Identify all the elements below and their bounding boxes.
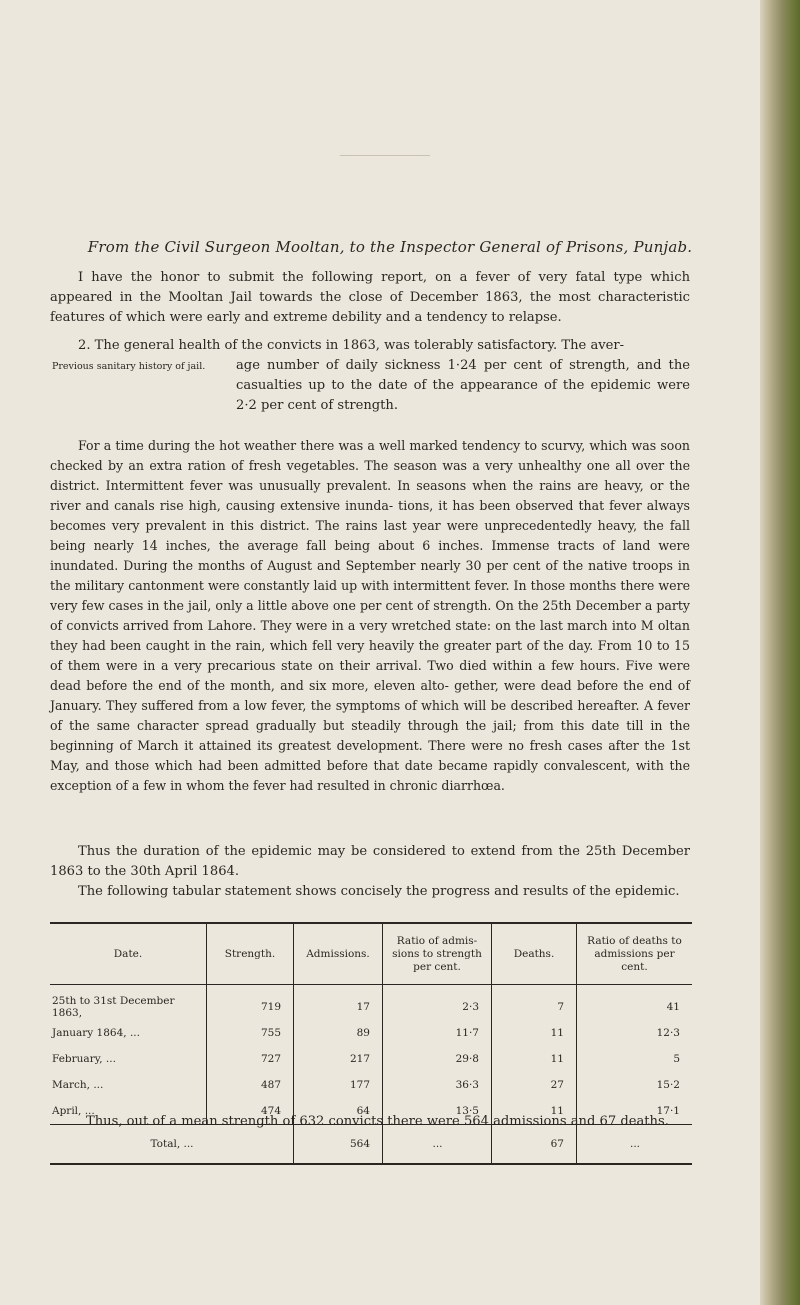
total-death-ratio: ... (577, 1125, 693, 1165)
table-header-row (50, 923, 692, 985)
cell-strength: 755 (207, 1020, 294, 1046)
paragraph-5: The following tabular statement shows concisely the progress and results of the epidemic. (78, 884, 680, 899)
cell-admissions: 89 (294, 1020, 383, 1046)
cell-deaths: 11 (492, 1020, 577, 1046)
total-admission-ratio: ... (383, 1125, 492, 1165)
header-date: Date. (50, 923, 207, 985)
header-admissions: Admissions. (294, 923, 383, 985)
letter-heading: From the Civil Surgeon Mooltan, to the Inspector General of Prisons, Punjab. (87, 238, 693, 256)
paragraph-2 (50, 336, 690, 416)
cell-deaths: 7 (492, 985, 577, 1021)
cell-death-ratio: 15·2 (577, 1072, 693, 1098)
cell-admission-ratio: 11·7 (383, 1020, 492, 1046)
cell-strength: 487 (207, 1072, 294, 1098)
cell-admission-ratio: 29·8 (383, 1046, 492, 1072)
cell-date: March, ... (52, 1079, 104, 1091)
cell-admissions: 64 (294, 1098, 383, 1125)
cell-date: 25th to 31st December 1863, (52, 995, 175, 1019)
header-death-ratio: Ratio of deaths to admissions per cent. (577, 923, 693, 985)
table-row (50, 1020, 692, 1046)
cell-admissions: 217 (294, 1046, 383, 1072)
book-binding-edge (760, 0, 800, 1305)
cell-deaths: 11 (492, 1098, 577, 1125)
closing-paragraph: Thus, out of a mean strength of 632 convicts there were 564 admissions and 67 deaths. (86, 1114, 669, 1129)
paragraph-4: Thus the duration of the epidemic may be considered to extend from the 25th December 1863 to the 30th April 1864. (50, 844, 690, 879)
cell-date: February, ... (52, 1053, 116, 1065)
cell-death-ratio: 41 (577, 985, 693, 1021)
margin-note: Previous sanitary history of jail. (52, 361, 206, 372)
cell-strength: 719 (207, 985, 294, 1021)
paragraph-2-continuation: age number of daily sickness 1·24 per cent of strength, and the casualties up to the date of the appearance of the epidemic were 2·2 per cent of strength. (236, 358, 690, 413)
table-row (50, 1072, 692, 1098)
cell-admission-ratio: 13·5 (383, 1098, 492, 1125)
cell-admissions: 177 (294, 1072, 383, 1098)
cell-admission-ratio: 2·3 (383, 985, 492, 1021)
paragraph-1: I have the honor to submit the following report, on a fever of very fatal type which appeared in the Mooltan Jail towards the close of December 1863, the most characteristic features of which were early and extreme debility and a tendency to relapse. (50, 270, 690, 325)
header-admission-ratio: Ratio of admis- sions to strength per cent. (383, 923, 492, 985)
cell-strength: 727 (207, 1046, 294, 1072)
total-admissions: 564 (294, 1125, 383, 1165)
paragraph-2-first-line: 2. The general health of the convicts in 1863, was tolerably satisfactory. The aver- (78, 338, 625, 353)
cell-admission-ratio: 36·3 (383, 1072, 492, 1098)
header-strength: Strength. (207, 923, 294, 985)
cell-deaths: 11 (492, 1046, 577, 1072)
cell-date: January 1864, ... (52, 1027, 140, 1039)
total-label: Total, ... (50, 1125, 294, 1165)
paper-mark (340, 155, 430, 156)
table-row (50, 985, 692, 1021)
cell-death-ratio: 12·3 (577, 1020, 693, 1046)
total-deaths: 67 (492, 1125, 577, 1165)
cell-deaths: 27 (492, 1072, 577, 1098)
cell-date: April, ... (52, 1105, 95, 1117)
cell-admissions: 17 (294, 985, 383, 1021)
cell-death-ratio: 5 (577, 1046, 693, 1072)
header-deaths: Deaths. (492, 923, 577, 985)
cell-strength: 474 (207, 1098, 294, 1125)
table-row (50, 1046, 692, 1072)
paragraph-3: For a time during the hot weather there was a well marked tendency to scurvy, which was soon checked by an extra ration of fresh vegetables. The season was a very unhealthy one all over the district. Intermittent fever was unusually prevalent. In seasons when the rains are heavy, or the river and canals rise high, causing extensive inunda- tions, it has been observed that fever always becomes very prevalent in this district. The rains last year were unprecedentedly heavy, the fall being nearly 14 inches, the average fall being about 6 inches. Immense tracts of land were inundated. During the months of August and September nearly 30 per cent of the native troops in the military cantonment were constantly laid up with intermittent fever. In those months there were very few cases in the jail, only a little above one per cent of strength. On the 25th December a party of convicts arrived from Lahore. They were in a very wretched state: on the last march into M oltan they had been caught in the rain, which fell very heavily the greater part of the day. From 10 to 15 of them were in a very precarious state on their arrival. Two died within a few hours. Five were dead before the end of the month, and six more, eleven alto- gether, were dead before the end of January. They suffered from a low fever, the symptoms of which will be described hereafter. A fever of the same character spread gradually but steadily through the jail; from this date till in the beginning of March it attained its greatest development. There were no fresh cases after the 1st May, and those which had been admitted before that date became rapidly convalescent, with the exception of a few in whom the fever had resulted in chronic diarrhœa. (50, 438, 690, 793)
cell-death-ratio: 17·1 (577, 1098, 693, 1125)
